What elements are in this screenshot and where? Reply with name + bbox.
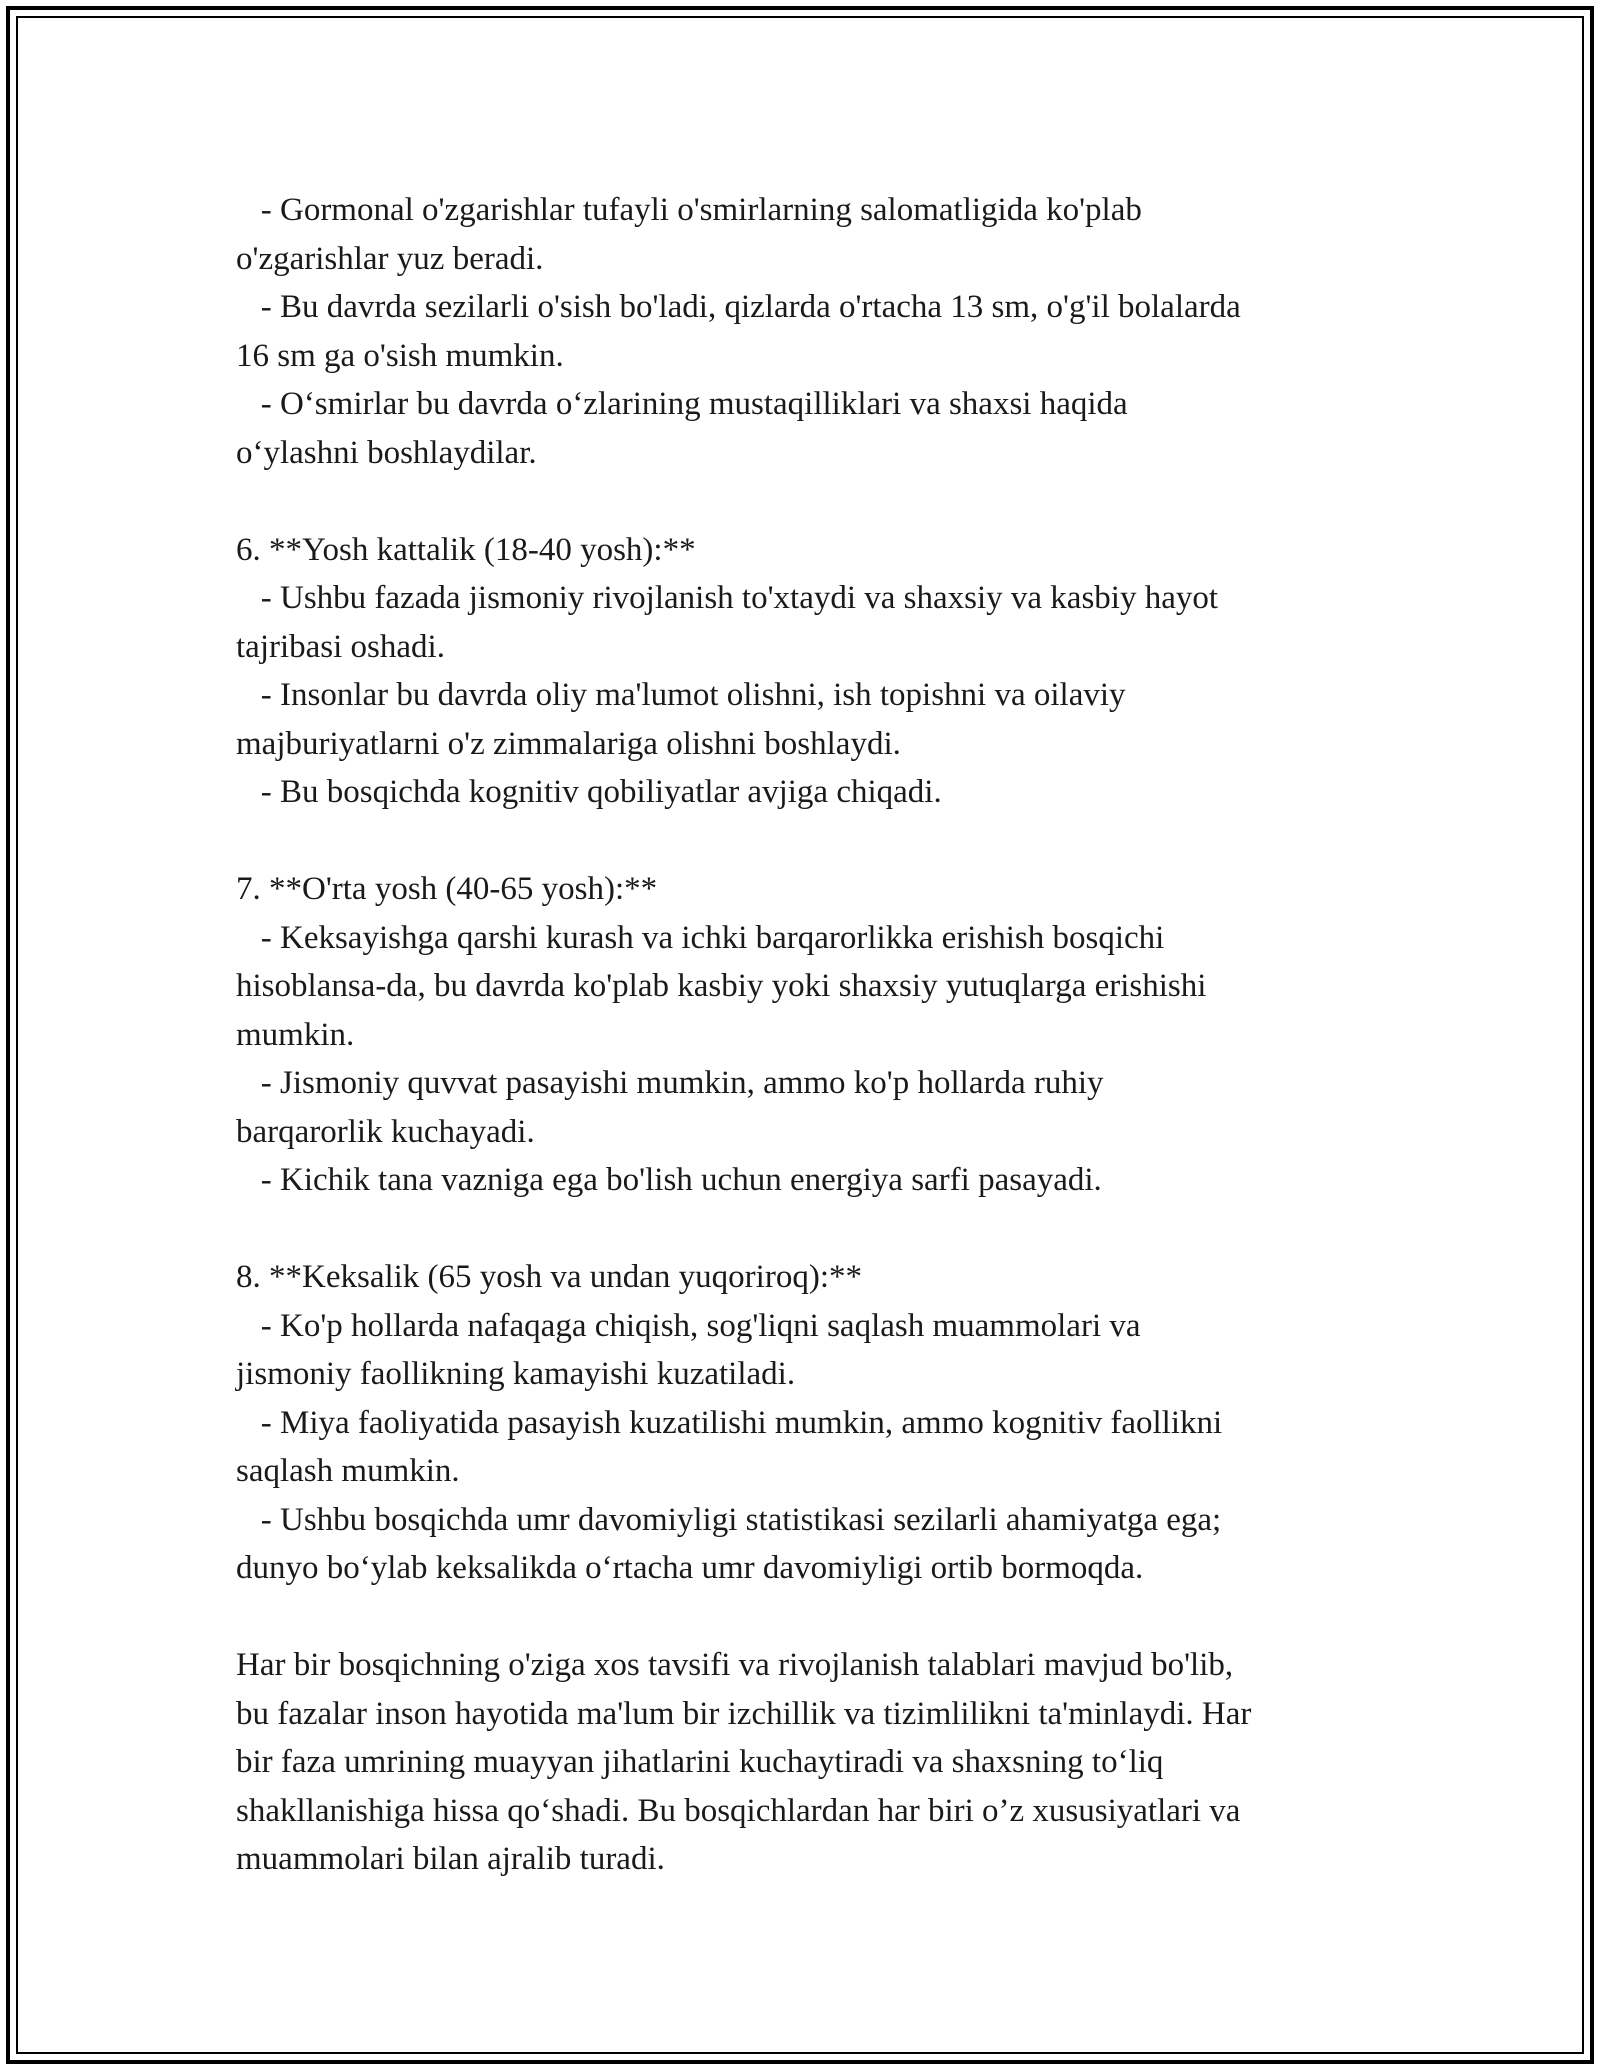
paragraph-gap	[236, 817, 1416, 866]
text-line: - Ushbu fazada jismoniy rivojlanish to'xtaydi va shaxsiy va kasbiy hayot	[236, 580, 1219, 616]
text-line: dunyo bo‘ylab keksalikda o‘rtacha umr davomiyligi ortib bormoqda.	[236, 1550, 1144, 1586]
text-line: - Kichik tana vazniga ega bo'lish uchun energiya sarfi pasayadi.	[236, 1162, 1102, 1198]
conclusion-line: muammolari bilan ajralib turadi.	[236, 1841, 665, 1877]
conclusion-line: bu fazalar inson hayotida ma'lum bir izchillik va tizimlilikni ta'minlaydi. Har	[236, 1695, 1252, 1732]
conclusion-line: Har bir bosqichning o'ziga xos tavsifi va rivojlanish talablari mavjud bo'lib,	[236, 1647, 1234, 1683]
text-line: 16 sm ga o'sish mumkin.	[236, 337, 564, 374]
text-line: - Miya faoliyatida pasayish kuzatilishi mumkin, ammo kognitiv faollikni	[236, 1404, 1223, 1441]
paragraph-gap	[236, 1205, 1416, 1254]
text-line: - Bu bosqichda kognitiv qobiliyatlar avjiga chiqadi.	[236, 774, 942, 810]
text-line: - Ushbu bosqichda umr davomiyligi statistikasi sezilarli ahamiyatga ega;	[236, 1501, 1222, 1538]
text-line: saqlash mumkin.	[236, 1453, 460, 1489]
section-heading: 7. **O'rta yosh (40-65 yosh):**	[236, 871, 658, 907]
conclusion-line: bir faza umrining muayyan jihatlarini kuchaytiradi va shaxsning to‘liq	[236, 1744, 1164, 1780]
text-line: - Bu davrda sezilarli o'sish bo'ladi, qizlarda o'rtacha 13 sm, o'g'il bolalarda	[236, 289, 1241, 325]
text-line: - Jismoniy quvvat pasayishi mumkin, ammo ko'p hollarda ruhiy	[236, 1065, 1104, 1101]
text-line: tajribasi oshadi.	[236, 628, 445, 665]
text-line: - O‘smirlar bu davrda o‘zlarining mustaqilliklari va shaxsi haqida	[236, 386, 1128, 422]
text-line: majburiyatlarni o'z zimmalariga olishni boshlaydi.	[236, 725, 901, 762]
text-line: - Keksayishga qarshi kurash va ichki barqarorlikka erishish bosqichi	[236, 919, 1165, 956]
text-line: mumkin.	[236, 1016, 355, 1053]
section-heading: 8. **Keksalik (65 yosh va undan yuqoriroq):**	[236, 1259, 862, 1295]
conclusion-line: shakllanishiga hissa qo‘shadi. Bu bosqichlardan har biri o’z xususiyatlari va	[236, 1792, 1241, 1829]
text-line: - Gormonal o'zgarishlar tufayli o'smirlarning salomatligida ko'plab	[236, 192, 1142, 228]
text-line: - Ko'p hollarda nafaqaga chiqish, sog'liqni saqlash muammolari va	[236, 1307, 1141, 1344]
text-line: hisoblansa-da, bu davrda ko'plab kasbiy yoki shaxsiy yutuqlarga erishishi	[236, 968, 1207, 1004]
section-heading: 6. **Yosh kattalik (18-40 yosh):**	[236, 531, 696, 568]
text-line: - Insonlar bu davrda oliy ma'lumot olishni, ish topishni va oilaviy	[236, 677, 1126, 713]
text-line: o'zgarishlar yuz beradi.	[236, 240, 544, 277]
document-body	[236, 186, 1416, 1884]
paragraph-gap	[236, 477, 1416, 526]
text-line: o‘ylashni boshlaydilar.	[236, 434, 537, 471]
text-line: jismoniy faollikning kamayishi kuzatiladi.	[236, 1356, 796, 1392]
paragraph-gap	[236, 1593, 1416, 1642]
text-line: barqarorlik kuchayadi.	[236, 1113, 535, 1150]
